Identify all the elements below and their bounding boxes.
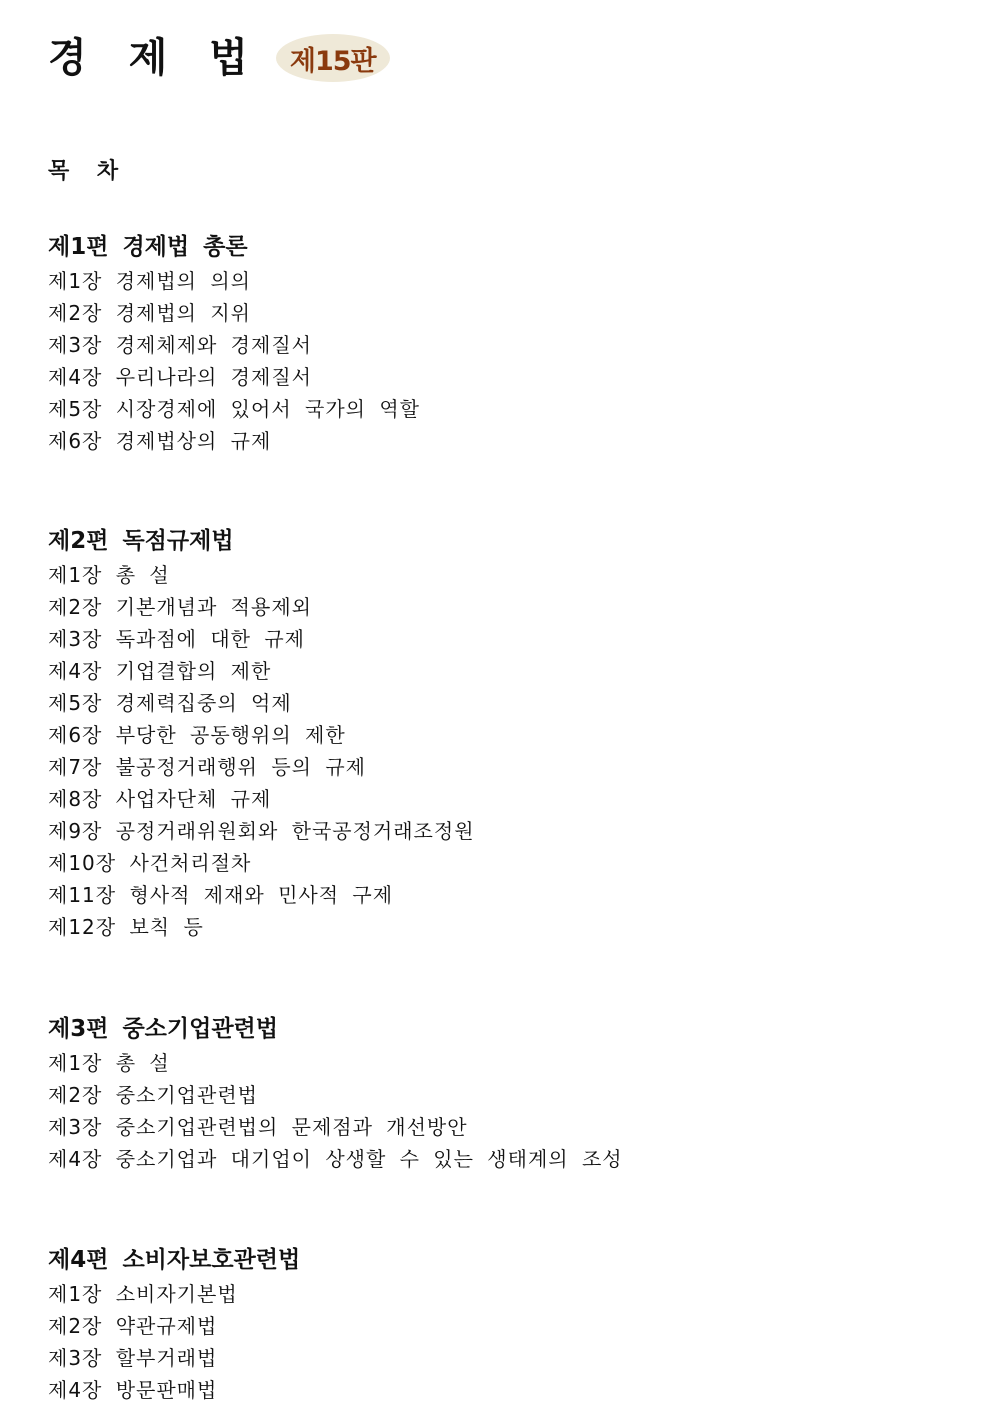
part-2	[48, 523, 475, 943]
chapter-item: 제12장 보칙 등	[48, 915, 204, 939]
chapter-item: 제10장 사건처리절차	[48, 851, 252, 875]
part-4	[48, 1242, 300, 1406]
chapter-item: 제6장 부당한 공동행위의 제한	[48, 723, 346, 747]
chapter-item: 제9장 공정거래위원회와 한국공정거래조정원	[48, 819, 475, 843]
chapter-item: 제3장 독과점에 대한 규제	[48, 627, 305, 651]
part-1	[48, 229, 420, 457]
chapter-item: 제5장 경제력집중의 억제	[48, 691, 292, 715]
chapter-item: 제7장 불공정거래행위 등의 규제	[48, 755, 366, 779]
chapter-item: 제4장 기업결합의 제한	[48, 659, 272, 683]
chapter-item: 제6장 경제법상의 규제	[48, 429, 272, 453]
chapter-item: 제3장 할부거래법	[48, 1346, 218, 1370]
chapter-item: 제4장 우리나라의 경제질서	[48, 365, 312, 389]
part-title: 제1편 경제법 총론	[48, 234, 248, 260]
chapter-item: 제2장 기본개념과 적용제외	[48, 595, 312, 619]
chapter-item: 제4장 방문판매법	[48, 1378, 218, 1402]
title-row	[48, 26, 390, 90]
part-title: 제2편 독점규제법	[48, 528, 234, 554]
chapter-item: 제8장 사업자단체 규제	[48, 787, 272, 811]
part-title: 제4편 소비자보호관련법	[48, 1247, 301, 1273]
chapter-item: 제1장 총 설	[48, 1051, 170, 1075]
chapter-item: 제1장 경제법의 의의	[48, 269, 251, 293]
chapter-item: 제2장 경제법의 지위	[48, 301, 251, 325]
chapter-item: 제5장 시장경제에 있어서 국가의 역할	[48, 397, 420, 421]
chapter-item: 제3장 경제체제와 경제질서	[48, 333, 312, 357]
chapter-item: 제4장 중소기업과 대기업이 상생할 수 있는 생태계의 조성	[48, 1147, 623, 1171]
chapter-item: 제1장 소비자기본법	[48, 1282, 238, 1306]
chapter-item: 제1장 총 설	[48, 563, 170, 587]
book-title: 경 제 법	[48, 35, 262, 81]
edition-badge: 제15판	[276, 34, 390, 82]
chapter-item: 제3장 중소기업관련법의 문제점과 개선방안	[48, 1115, 468, 1139]
part-3	[48, 1011, 623, 1175]
chapter-item: 제2장 중소기업관련법	[48, 1083, 258, 1107]
chapter-item: 제2장 약관규제법	[48, 1314, 218, 1338]
chapter-item: 제11장 형사적 제재와 민사적 구제	[48, 883, 394, 907]
part-title: 제3편 중소기업관련법	[48, 1016, 278, 1042]
toc-heading: 목 차	[48, 159, 129, 184]
